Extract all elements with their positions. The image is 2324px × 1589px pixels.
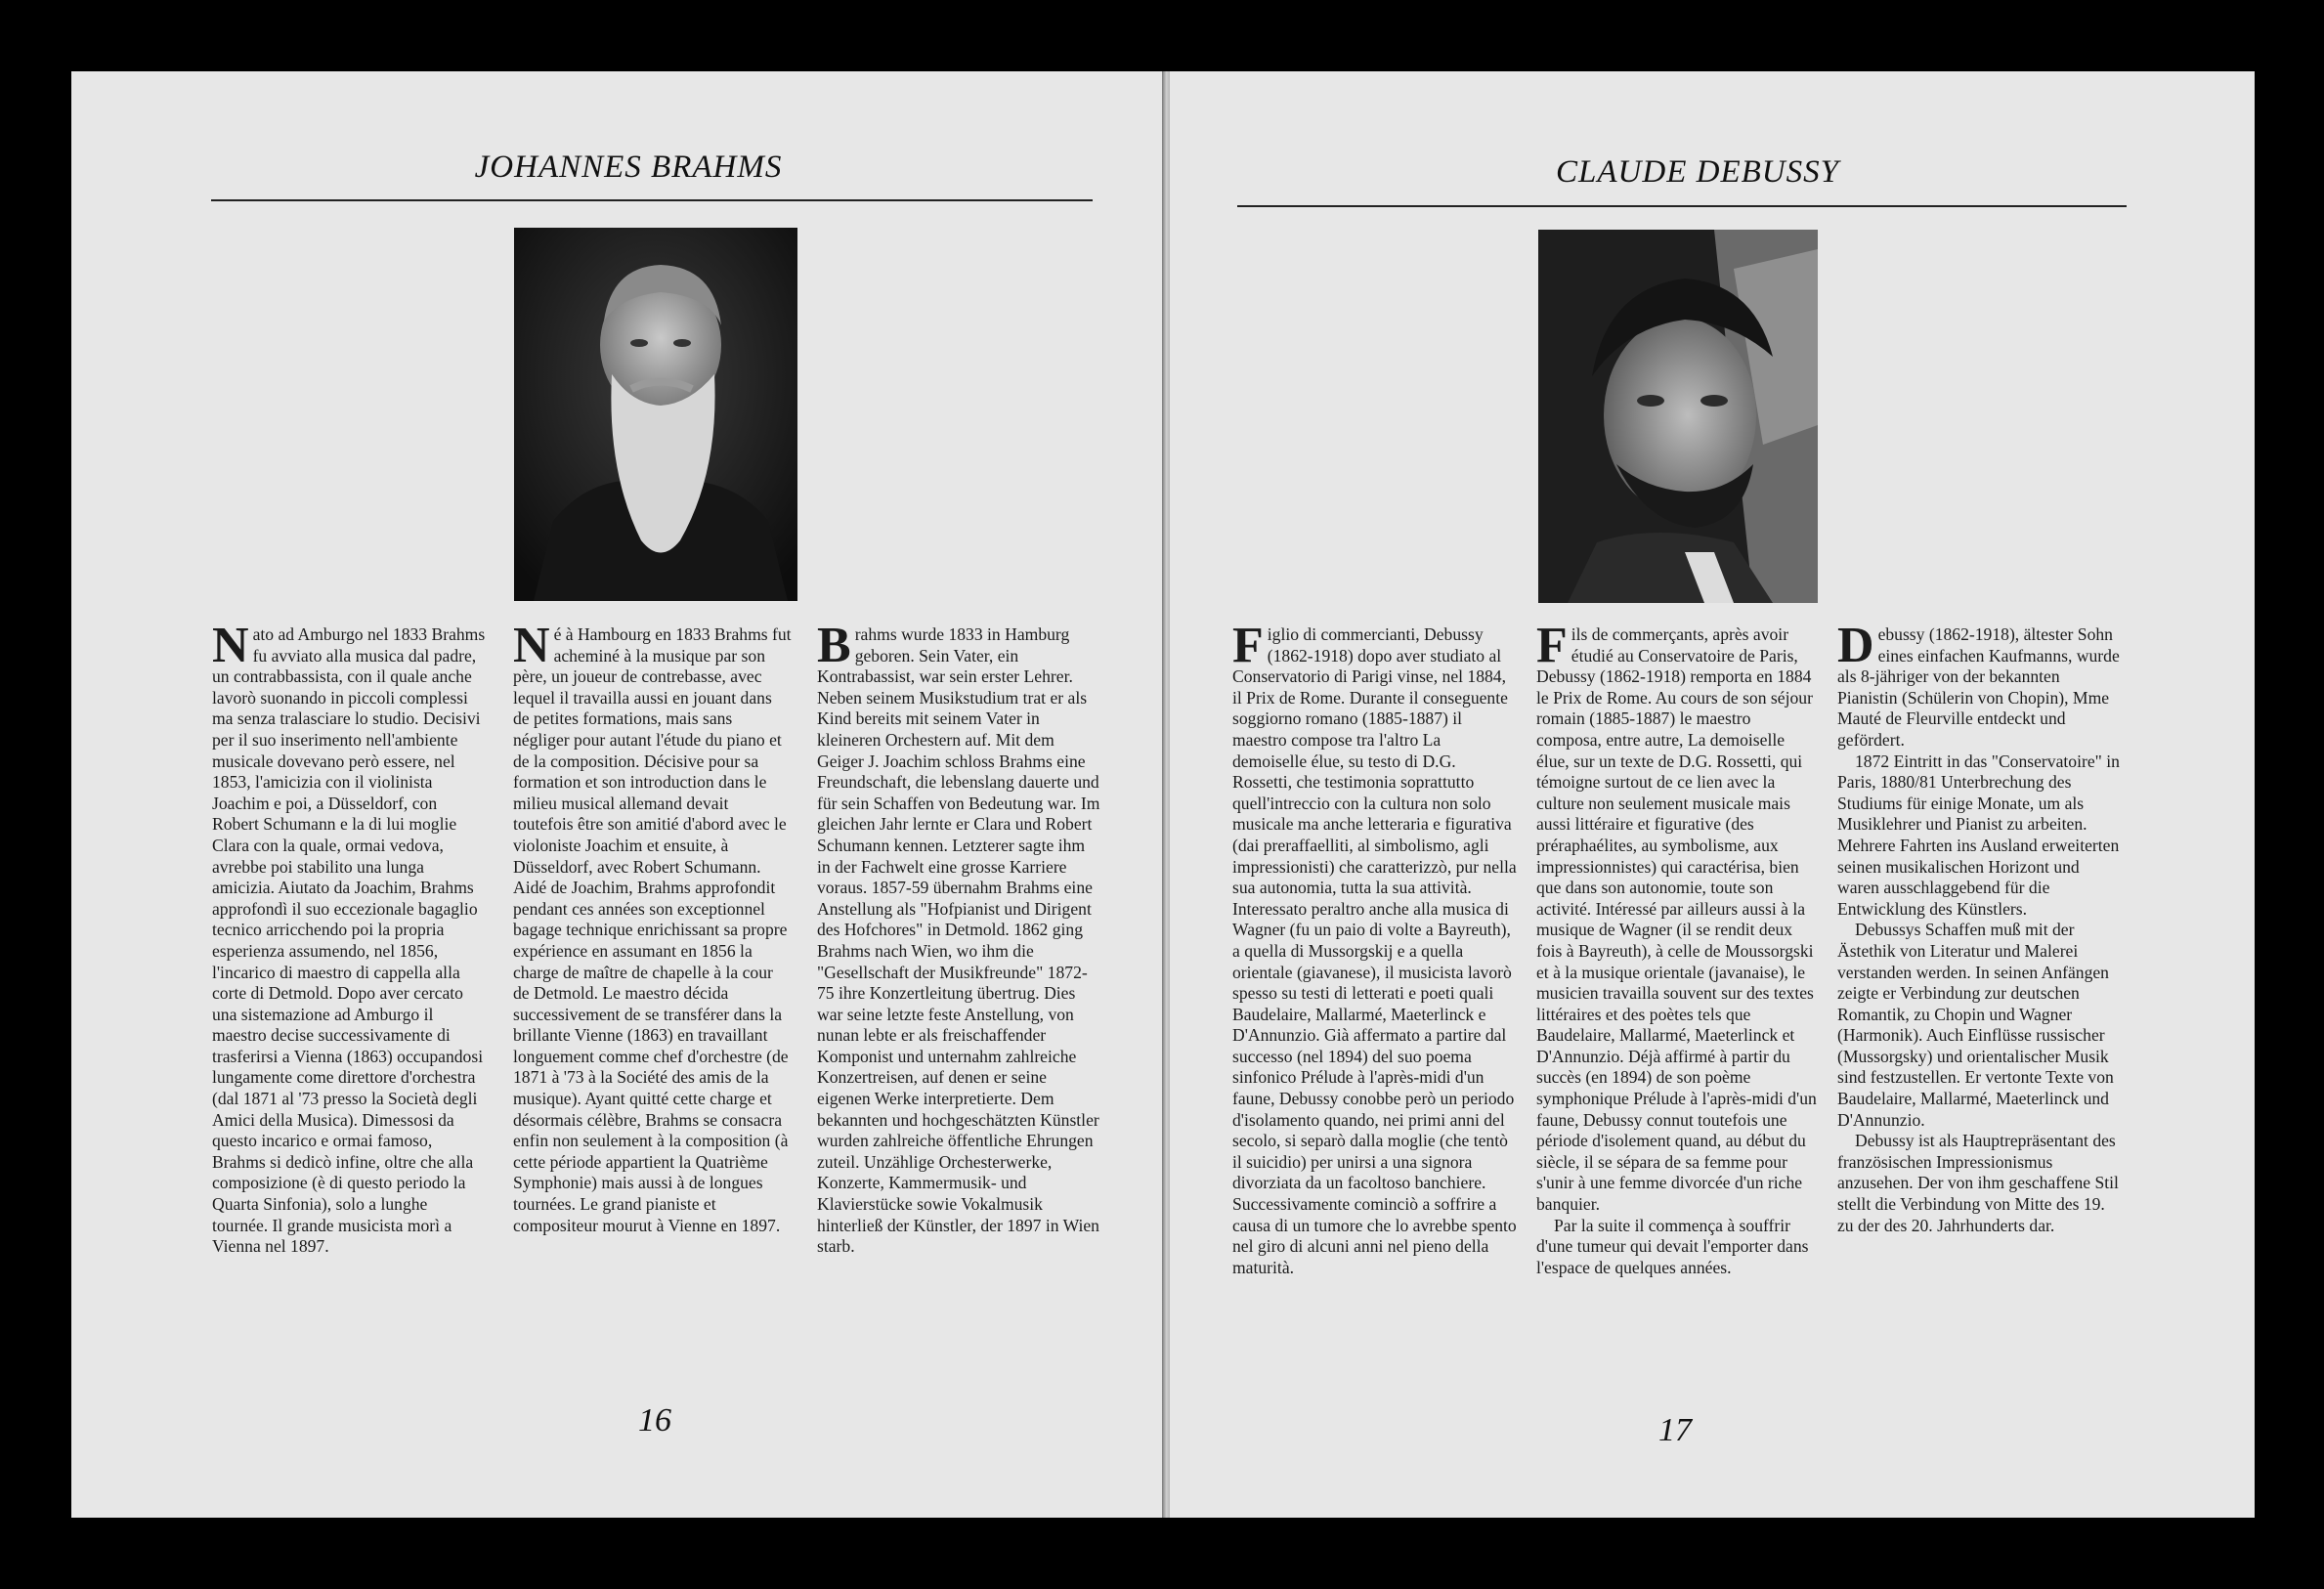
right-title-rule xyxy=(1237,205,2127,207)
dropcap: N xyxy=(212,618,249,673)
left-page xyxy=(71,71,1164,1518)
brahms-portrait xyxy=(514,228,797,601)
right-page-title: CLAUDE DEBUSSY xyxy=(1556,154,1839,190)
brahms-german-text: Brahms wurde 1833 in Hamburg geboren. Sein Vater, ein Kontrabassist, war sein erster Lehrer. Neben seinem Musikstudium trat er als Kind bereits mit seinem Vater in kleineren Orchestern auf. Mit dem Geiger J. Joachim schloss Brahms eine Freundschaft, die lebenslang dauerte und für sein Schaffen von Bedeutung war. Im gleichen Jahr lernte er Clara und Robert Schumann kennen. Letzterer sagte ihm in der Fachwelt eine grosse Karriere voraus. 1857-59 übernahm Brahms eine Anstellung als "Hofpianist und Dirigent des Hofchores" in Detmold. 1862 ging Brahms nach Wien, wo ihm die "Gesellschaft der Musikfreunde" 1872-75 ihre Konzertleitung übertrug. Dies war seine letzte feste Anstellung, von nunan lebte er als freischaffender Komponist und unternahm zahlreiche Konzertreisen, auf denen er seine eigenen Werke interpretierte. Dem bekannten und hochgeschätzten Künstler wurden zahlreiche öffentliche Ehrungen zuteil. Unzählige Orchesterwerke, Konzerte, Kammermusik- und Klavierstücke sowie Vokalmusik hinterließ der Künstler, der 1897 in Wien starb. xyxy=(817,618,1100,1257)
debussy-french-text: Fils de commerçants, après avoir étudié au Conservatoire de Paris, Debussy (1862-1918) remporta en 1884 le Prix de Rome. Au cours de son séjour romain (1885-1887) le maestro composa, entre autre, La demoiselle élue, sur un texte de D.G. Rossetti, qui témoigne surtout de ce lien avec la culture non seulement musicale mais aussi littéraire et figurative (des préraphaélites, au symbolisme, aux impressionnistes) qui caractérisa, bien que dans son autonomie, toute son activité. Intéressé par ailleurs aussi à la musique de Wagner (il se rendit deux fois à Bayreuth), à celle de Moussorgski et à la musique orientale (javanaise), le musicien travailla souvent sur des textes littéraires et des poètes tels que Baudelaire, Mallarmé, Maeterlinck et D'Annunzio. Déjà affirmé à partir du succès (en 1894) de son poème symphonique Prélude à l'après-midi d'un faune, Debussy connut toutefois une période d'isolement quand, au début du siècle, il se sépara de sa femme pour s'unir à une femme divorcée d'un riche banquier. Par la suite il commença à souffrir d'une tumeur qui devait l'emporter dans l'espace de quelques années. xyxy=(1536,618,1817,1277)
debussy-portrait xyxy=(1538,230,1818,603)
debussy-italian-text: Figlio di commercianti, Debussy (1862-1918) dopo aver studiato al Conservatorio di Parigi vinse, nel 1884, il Prix de Rome. Durante il conseguente soggiorno romano (1885-1887) il maestro compose tra l'altro La demoiselle élue, su testo di D.G. Rossetti, che testimonia soprattutto quell'intreccio con la cultura non solo musicale ma anche letteraria e figurativa (dai preraffaelliti, al simbolismo, agli impressionisti) che caratterizzò, pur nella sua autonomia, tutta la sua attività. Interessato peraltro anche alla musica di Wagner (fu un paio di volte a Bayreuth), a quella di Mussorgskij e a quella orientale (giavanese), il musicista lavorò spesso su testi di letterati e poeti quali Baudelaire, Mallarmé, Maeterlinck e D'Annunzio. Già affermato a partire dal successo (nel 1894) del suo poema sinfonico Prélude à l'après-midi d'un faune, Debussy conobbe però un periodo d'isolamento quando, nei primi anni del secolo, si separò dalla moglie (che tentò il suicidio) per unirsi a una signora divorziata da un facoltoso banchiere. Successivamente cominciò a soffrire a causa di un tumore che lo avrebbe spento nel giro di alcuni anni nel pieno della maturità. xyxy=(1232,618,1517,1277)
left-page-title: JOHANNES BRAHMS xyxy=(474,150,783,185)
dropcap: F xyxy=(1536,618,1568,673)
page-number-16: 16 xyxy=(638,1402,671,1439)
dropcap: N xyxy=(513,618,550,673)
left-title-rule xyxy=(211,199,1093,201)
right-page xyxy=(1170,71,2255,1518)
page-number-17: 17 xyxy=(1658,1412,1692,1448)
debussy-german-text: Debussy (1862-1918), ältester Sohn eines einfachen Kaufmanns, wurde als 8-jähriger von der bekannten Pianistin (Schülerin von Chopin), Mme Mauté de Fleurville entdeckt und gefördert. 1872 Eintritt in das "Conservatoire" in Paris, 1880/81 Unterbrechung des Studiums für einige Monate, um als Musiklehrer und Pianist zu arbeiten. Mehrere Fahrten ins Ausland erweiterten seinen musikalischen Horizont und waren ausschlaggebend für die Entwicklung des Künstlers. Debussys Schaffen muß mit der Ästethik von Literatur und Malerei verstanden werden. In seinen Anfängen zeigte er Verbindung zur deutschen Romantik, zu Chopin und Wagner (Harmonik). Auch Einflüsse russischer (Mussorgsky) und orientalischer Musik sind festzustellen. Er vertonte Texte von Baudelaire, Mallarmé, Maeterlinck und D'Annunzio. Debussy ist als Hauptrepräsentant des französischen Impressionismus anzusehen. Der von ihm geschaffene Stil stellt die Verbindung von Mitte des 19. zu der des 20. Jahrhunderts dar. xyxy=(1837,618,2120,1235)
brahms-french-text: Né à Hambourg en 1833 Brahms fut acheminé à la musique par son père, un joueur de contrebasse, avec lequel il travailla aussi en jouant dans de petites formations, mais sans négliger pour autant l'étude du piano et de la composition. Décisive pour sa formation et son introduction dans le milieu musical allemand devait toutefois être son amitié d'abord avec le violoniste Joachim et ensuite, à Düsseldorf, avec Robert Schumann. Aidé de Joachim, Brahms approfondit pendant ces années son exceptionnel bagage technique enrichissant sa propre expérience en assumant en 1856 la charge de maître de chapelle à la cour de Detmold. Le maestro décida successivement de se transférer dans la brillante Vienne (1863) en travaillant longuement comme chef d'orchestre (de 1871 à '73 à la Société des amis de la musique). Ayant quitté cette charge et désormais célèbre, Brahms se consacra enfin non seulement à la composition (à cette période appartient la Quatrième Symphonie) mais aussi à de longues tournées. Le grand pianiste et compositeur mourut à Vienne en 1897. xyxy=(513,618,792,1235)
dropcap: D xyxy=(1837,618,1874,673)
dropcap: B xyxy=(817,618,851,673)
dropcap: F xyxy=(1232,618,1264,673)
brahms-italian-text: Nato ad Amburgo nel 1833 Brahms fu avviato alla musica dal padre, un contrabbassista, con il quale anche lavorò suonando in piccoli complessi ma senza tralasciare lo studio. Decisivi per il suo inserimento nell'ambiente musicale dovevano però essere, nel 1853, l'amicizia con il violinista Joachim e poi, a Düsseldorf, con Robert Schumann e la di lui moglie Clara con la quale, ormai vedova, avrebbe poi stabilito una lunga amicizia. Aiutato da Joachim, Brahms approfondì il suo eccezionale bagaglio tecnico arricchendo poi la propria esperienza assumendo, nel 1856, l'incarico di maestro di cappella alla corte di Detmold. Dopo aver cercato una sistemazione ad Amburgo il maestro decise successivamente di trasferirsi a Vienna (1863) occupandosi lungamente come direttore d'orchestra (dal 1871 al '73 presso la Società degli Amici della Musica). Dimessosi da questo incarico e ormai famoso, Brahms si dedicò infine, oltre che alla composizione (è di questo periodo la Quarta Sinfonia), solo a lunghe tournée. Il grande musicista morì a Vienna nel 1897. xyxy=(212,618,486,1257)
